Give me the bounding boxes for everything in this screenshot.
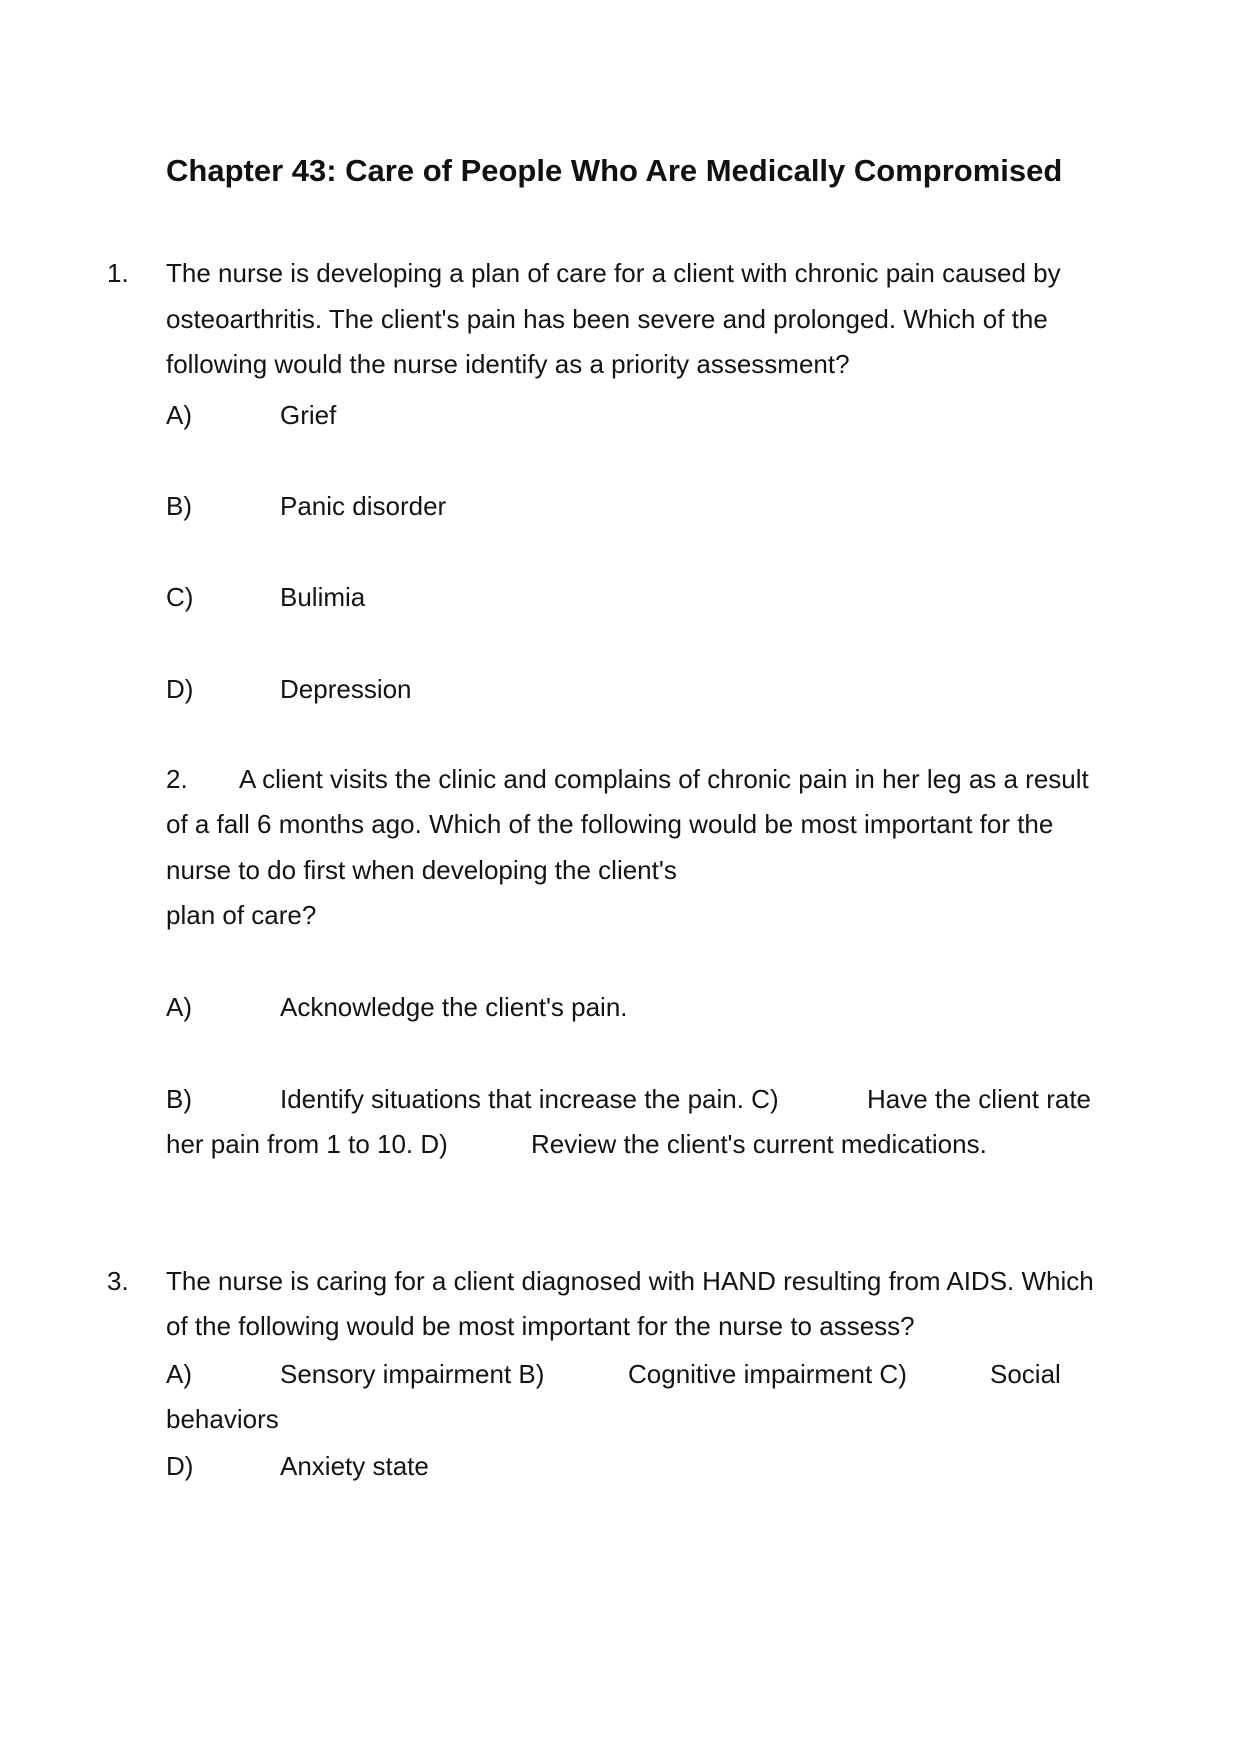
option-letter: B) [166, 491, 192, 521]
option-letter: A) [166, 1359, 192, 1389]
option-letter: B) [166, 1084, 192, 1114]
question-stem-line: The nurse is developing a plan of care for a client with chronic pain caused by [166, 258, 1061, 288]
question-stem-line: osteoarthritis. The client's pain has been severe and prolonged. Which of the [166, 304, 1048, 334]
option-letter: D) [166, 1451, 194, 1481]
answer-text-run: Social [990, 1359, 1061, 1389]
answer-text-run: Identify situations that increase the pain. C) [280, 1084, 779, 1114]
question-number: 3. [107, 1266, 129, 1296]
answer-text-run: her pain from 1 to 10. D) [166, 1129, 448, 1159]
question-stem-line: of a fall 6 months ago. Which of the following would be most important for the [166, 809, 1054, 839]
question-number: 1. [107, 258, 129, 288]
option-letter: C) [166, 582, 194, 612]
answer-text-run: Review the client's current medications. [531, 1129, 987, 1159]
option-letter: D) [166, 674, 194, 704]
option-text: Panic disorder [280, 491, 447, 521]
question-stem-line: A client visits the clinic and complains of chronic pain in her leg as a result [239, 764, 1089, 794]
option-letter: A) [166, 400, 192, 430]
question-number: 2. [166, 764, 188, 794]
question-stem-line: of the following would be most important for the nurse to assess? [166, 1311, 915, 1341]
option-text: Grief [280, 400, 337, 430]
option-letter: A) [166, 992, 192, 1022]
option-text: Bulimia [280, 582, 366, 612]
chapter-title: Chapter 43: Care of People Who Are Medically Compromised [166, 153, 1063, 188]
answer-text-run: Have the client rate [867, 1084, 1092, 1114]
question-stem-line: nurse to do first when developing the client's [166, 855, 677, 885]
question-stem-line: plan of care? [166, 900, 317, 930]
answer-text-run: Acknowledge the client's pain. [280, 992, 628, 1022]
answer-text-run: Cognitive impairment C) [628, 1359, 907, 1389]
question-stem-line: The nurse is caring for a client diagnosed with HAND resulting from AIDS. Which [166, 1266, 1094, 1296]
answer-text-run: Anxiety state [280, 1451, 429, 1481]
answer-text-run: behaviors [166, 1404, 279, 1434]
answer-text-run: Sensory impairment B) [280, 1359, 545, 1389]
option-text: Depression [280, 674, 412, 704]
question-stem-line: following would the nurse identify as a priority assessment? [166, 349, 850, 379]
